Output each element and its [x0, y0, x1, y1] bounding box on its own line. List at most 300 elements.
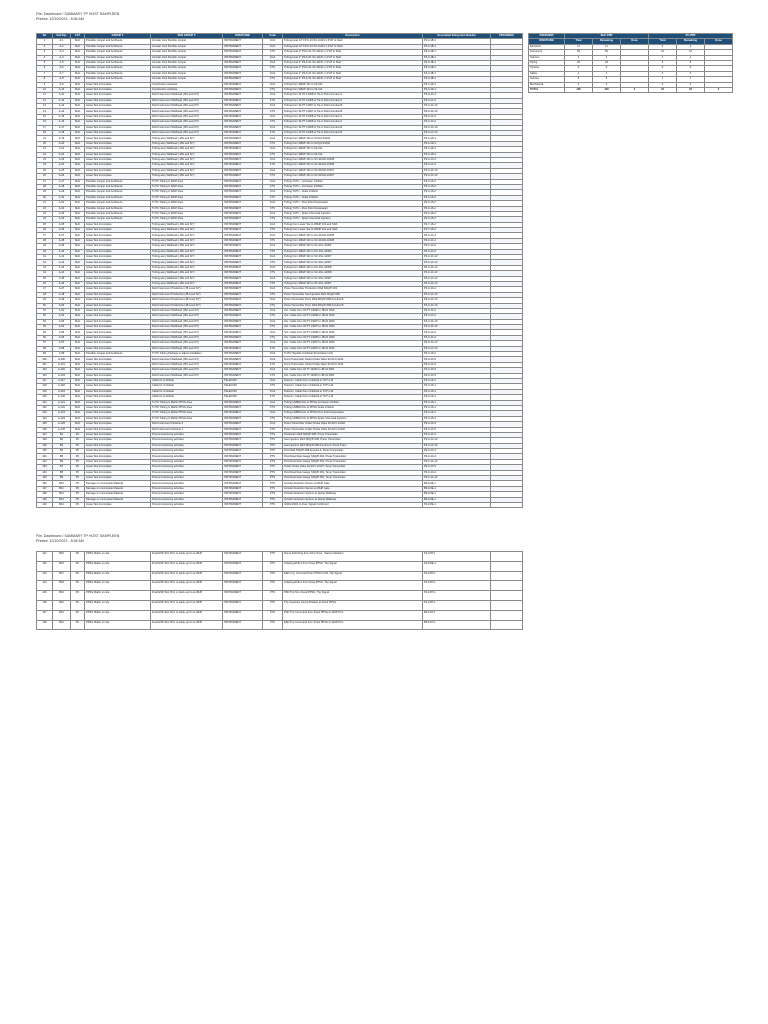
table-cell: Tubing UMBILICAL to PPSG Scale Inhibitor	[283, 405, 423, 410]
table-cell: INSTRUMENT	[223, 50, 263, 55]
summary-table	[528, 33, 733, 93]
table-cell: FTS	[263, 271, 283, 276]
table-cell: PC	[71, 502, 85, 507]
table-cell: INSTRUMENT	[223, 71, 263, 76]
table-cell: FTS	[263, 405, 283, 410]
table-cell: P3-3-1C-5	[423, 368, 491, 373]
table-cell: A-22	[53, 152, 71, 157]
table-cell	[491, 552, 523, 562]
table-cell: 120	[37, 395, 53, 400]
table-cell: PC	[71, 620, 85, 630]
table-cell: Precommissioning activities	[151, 486, 223, 491]
table-cell: P3-4-1D-1	[423, 152, 491, 157]
table-cell: SHC	[71, 292, 85, 297]
table-cell: P3-3-1C-2	[423, 454, 491, 459]
table-cell: A-31	[53, 201, 71, 206]
table-cell: Prod Downhole Gauge SDQ/P-001, Press Transmitter	[283, 454, 423, 459]
table-cell: TUTU Tubing in WHP Area	[151, 184, 223, 189]
table-cell: P3-3-1C-13	[423, 260, 491, 265]
table-cell: SHC	[71, 368, 85, 373]
table-cell: Final ESD Test Prior to Hook-up Fo at WHP	[151, 620, 223, 630]
table-cell: P2-7-1S-2	[423, 222, 491, 227]
table-cell: SHC	[71, 422, 85, 427]
table-cell: INSTRUMENT	[223, 217, 263, 222]
table-cell: SHC	[71, 276, 85, 281]
table-cell: 43	[37, 265, 53, 270]
table-cell: P3-3-1B-1	[423, 44, 491, 49]
table-cell: INSTRUMENT	[223, 341, 263, 346]
table-cell: INSTRUMENT	[223, 357, 263, 362]
table-cell: Tubing TUTU - Corrosion Inhibitor	[283, 184, 423, 189]
table-cell: Initiating ESD-2 from Fixed PPSG, Trip Signal	[283, 581, 423, 591]
table-cell: P3-3-1C-2	[423, 157, 491, 162]
table-cell: A-24	[53, 163, 71, 168]
table-cell: PTS	[263, 561, 283, 571]
table-cell: Annular Joint Flexible Jumper	[151, 39, 223, 44]
table-cell: PPSG Marlin on site	[85, 620, 151, 630]
summary-value: 0	[677, 44, 705, 49]
table-cell: INSTRUMENT	[223, 298, 263, 303]
table-cell: B3	[53, 443, 71, 448]
table-cell: Areas Test Incomplete	[85, 476, 151, 481]
table-cell: B9-9-6E-1	[423, 481, 491, 486]
table-cell: CCA	[263, 55, 283, 60]
table-cell: SHC	[71, 77, 85, 82]
table-cell: Tubing from 3/8HP 101 to SC-01002-10008	[283, 163, 423, 168]
table-cell: INSTRUMENT	[223, 82, 263, 87]
table-cell: 146	[37, 600, 53, 610]
table-cell: Final ESD Test Prior to Hook-up Fo at WHP	[151, 571, 223, 581]
table-cell: 117	[37, 379, 53, 384]
table-cell: P3-4-1D-1	[423, 82, 491, 87]
table-cell: CCA	[263, 352, 283, 357]
table-cell: A-16	[53, 120, 71, 125]
table-cell: CCA	[263, 114, 283, 119]
table-cell: A-117	[53, 379, 71, 384]
table-cell: 136	[37, 481, 53, 486]
table-cell: P3-3-1C-2	[423, 114, 491, 119]
table-cell: Tubing from 3/8HP 101 to 02-012	[283, 82, 423, 87]
table-cell: Areas Test Incomplete	[85, 260, 151, 265]
table-cell: SHC	[71, 346, 85, 351]
table-cell: SHC	[71, 308, 85, 313]
table-cell: Possible Jumper and Antifreeze	[85, 190, 151, 195]
table-cell: SHC	[71, 201, 85, 206]
table-cell: Inst. Cable from 32 PT 14008 to JB-01 0001	[283, 330, 423, 335]
table-cell: INSTRUMENT	[223, 131, 263, 136]
table-cell: 39	[37, 244, 53, 249]
summary-total-value: 0	[705, 87, 733, 92]
table-cell: INSTRUMENT	[223, 438, 263, 443]
table-cell: CCA	[263, 287, 283, 292]
table-cell: Possible Jumper and Antifreeze	[85, 184, 151, 189]
table-cell: 141	[37, 552, 53, 562]
table-cell: Tubing from 3/8HP 101 to SC/QJ-01002	[283, 141, 423, 146]
table-cell: Final ESD Test Prior to Hook-up Fo at WHP	[151, 561, 223, 571]
table-cell: PTS	[263, 486, 283, 491]
table-cell: Prod Downhole Gauge SDQ/P-001, Temp Transmitter	[283, 476, 423, 481]
table-cell: CCA	[263, 422, 283, 427]
table-cell: FTS	[263, 314, 283, 319]
table-cell: A-126	[53, 427, 71, 432]
summary-value: 1	[677, 77, 705, 82]
table-cell: 144	[37, 581, 53, 591]
table-cell: A-34	[53, 217, 71, 222]
table-cell: TUTU Tubing in WHP Area	[151, 179, 223, 184]
table-cell: Temp Transmitter Outlet Choke Valve 32-SCV-1410	[283, 357, 423, 362]
table-cell: 56	[37, 335, 53, 340]
table-cell: Inst. Cable from 32 PT 14007 to JB-01 0001	[283, 325, 423, 330]
table-cell: Tubing assy Wellhead (-JBL and 6/7)	[151, 136, 223, 141]
table-cell: INSTRUMENT	[223, 476, 263, 481]
table-cell: P3-3-1C-13	[423, 303, 491, 308]
table-cell: CCA	[263, 168, 283, 173]
table-cell: INSTRUMENT	[223, 373, 263, 378]
table-cell: PC	[71, 481, 85, 486]
table-cell: Inst. Cable from 32 PT 14008 to JB-01 0001	[283, 335, 423, 340]
table-cell: TELECOM	[223, 384, 263, 389]
table-cell: CCA	[263, 125, 283, 130]
table-cell: PC	[71, 486, 85, 491]
table-cell: 47	[37, 287, 53, 292]
table-cell: A-43	[53, 265, 71, 270]
table-cell: Areas Test Incomplete	[85, 163, 151, 168]
table-cell: PTS	[263, 620, 283, 630]
table-cell: TUTU Tubing in Marlin PPSG Area	[151, 416, 223, 421]
table-cell: A-15	[53, 114, 71, 119]
table-cell: A-18	[53, 131, 71, 136]
table-cell: SHC	[71, 131, 85, 136]
table-cell: PPSG Marlin on site	[85, 591, 151, 601]
table-cell: Inst. Cable from 32 PT 14007 to JB-01 0001	[283, 346, 423, 351]
table-cell: A-32	[53, 206, 71, 211]
table-cell: A-59	[53, 352, 71, 357]
table-cell: 36	[37, 228, 53, 233]
table-cell: Damage or uncomplete Material	[85, 486, 151, 491]
table-cell: Field Instrument Flowline 4	[151, 422, 223, 427]
table-cell: P3-3-1S-1	[423, 405, 491, 410]
table-cell: Final ESD Test Prior to Hook-up Fo at WHP	[151, 600, 223, 610]
table-cell: INSTRUMENT	[223, 368, 263, 373]
table-cell: INSTRUMENT	[223, 497, 263, 502]
table-cell: Tubing assy Wellhead (-JBL and 6/7)	[151, 238, 223, 243]
table-cell: Precommissioning activities	[151, 470, 223, 475]
table-cell: Tubing UMBILICAL to PPSG Corrosion Inhibitor	[283, 400, 423, 405]
table-cell: CCA	[263, 211, 283, 216]
table-cell: PTS	[263, 552, 283, 562]
table-cell: SHC	[71, 190, 85, 195]
table-cell: Annular Joint Flexible Jumper	[151, 55, 223, 60]
table-cell: INSTRUMENT	[223, 260, 263, 265]
table-cell: Initiating ESD-1 from Fixed PPSG, Trip Signal	[283, 561, 423, 571]
table-cell: B15	[53, 552, 71, 562]
table-cell: SHC	[71, 109, 85, 114]
table-cell: Areas Test Incomplete	[85, 141, 151, 146]
summary-discipline: Safety	[529, 71, 565, 76]
table-cell: CCA	[263, 44, 283, 49]
summary-discipline: Instrument	[529, 50, 565, 55]
table-cell: 34	[37, 217, 53, 222]
table-cell: P3-3-1C-2	[423, 449, 491, 454]
table-cell: P3-3-1S-2	[423, 179, 491, 184]
table-cell: PC	[71, 610, 85, 620]
table-cell: P3-3-1C-2	[423, 98, 491, 103]
table-cell: 57	[37, 341, 53, 346]
table-cell: Field Instrument Wellhead (JB Level 6/7)	[151, 362, 223, 367]
table-cell: PTS	[263, 600, 283, 610]
table-cell: INSTRUMENT	[223, 303, 263, 308]
table-cell: SHC	[71, 335, 85, 340]
table-cell: Precommissioning activities	[151, 476, 223, 481]
table-cell: INSTRUMENT	[223, 610, 263, 620]
table-cell: A-23	[53, 157, 71, 162]
table-cell: SHC	[71, 405, 85, 410]
table-cell: A-20	[53, 141, 71, 146]
table-cell: FTS	[263, 260, 283, 265]
table-cell: A-11	[53, 93, 71, 98]
table-cell: INSTRUMENT	[223, 432, 263, 437]
table-row	[37, 591, 523, 601]
summary-discipline: Telecom	[529, 55, 565, 60]
table-cell: ESD-1 by Command from PPSG CCR, Trip Signal	[283, 571, 423, 581]
table-cell: CCA	[263, 368, 283, 373]
table-cell: P3-3-1S-2	[423, 190, 491, 195]
table-cell: A-40	[53, 249, 71, 254]
table-cell: Field Instrument Production (JB Level 6/7)	[151, 303, 223, 308]
table-cell: A-123	[53, 411, 71, 416]
table-cell: Tubing assy Wellhead (-JBL and 6/7)	[151, 174, 223, 179]
table-cell: FTS	[263, 325, 283, 330]
table-cell: Tubing assy Wellhead (-JBL and 6/7)	[151, 152, 223, 157]
table-cell: Tubing assy Wellhead (-JBL and 6/7)	[151, 163, 223, 168]
table-cell: INSTRUMENT	[223, 233, 263, 238]
summary-total-row	[529, 87, 733, 92]
table-cell: Areas Test Incomplete	[85, 422, 151, 427]
table-cell	[491, 571, 523, 581]
table-cell: INSTRUMENT	[223, 120, 263, 125]
table-cell: P3-3-1S-1	[423, 389, 491, 394]
table-cell: 30	[37, 195, 53, 200]
table-cell: 38	[37, 238, 53, 243]
table-cell: 139	[37, 497, 53, 502]
column-header: Description	[283, 34, 423, 39]
table-cell: A-3	[53, 50, 71, 55]
table-cell: Tubing from 3/8HP 101 to SC-01002-10008	[283, 238, 423, 243]
table-cell: INSTRUMENT	[223, 449, 263, 454]
table-cell: Field Instrument Wellhead (JB Level 6/7)	[151, 357, 223, 362]
table-cell: SHC	[71, 98, 85, 103]
table-cell: 3	[37, 50, 53, 55]
table-cell: Areas Test Incomplete	[85, 255, 151, 260]
table-cell: P3-3-1S-2	[423, 211, 491, 216]
table-cell: 101	[37, 362, 53, 367]
table-cell	[491, 581, 523, 591]
summary-subheader: Total	[565, 39, 593, 44]
table-cell: A-5	[53, 60, 71, 65]
table-cell: INSTRUMENT	[223, 244, 263, 249]
table-cell: TUTU Tubing in Marlin PPSG Area	[151, 400, 223, 405]
summary-value: 0	[565, 66, 593, 71]
table-cell: FTS	[263, 77, 283, 82]
summary-discipline: Mechanical	[529, 82, 565, 87]
table-cell: P3-3-1C-5	[423, 422, 491, 427]
table-cell: Areas Test Incomplete	[85, 443, 151, 448]
table-cell: INSTRUMENT	[223, 411, 263, 416]
table-cell: Possible Jumper and Antifreeze	[85, 77, 151, 82]
table-cell: P3-3-1C-13	[423, 131, 491, 136]
table-cell: CCA	[263, 411, 283, 416]
table-cell: P3-3-1C-2	[423, 287, 491, 292]
table-cell: Press Transmitter Outlet Choke Valve 32-SCV-14140	[283, 422, 423, 427]
table-cell: 46	[37, 281, 53, 286]
table-cell: INSTRUMENT	[223, 308, 263, 313]
table-cell: 145	[37, 591, 53, 601]
table-cell: 40	[37, 249, 53, 254]
table-cell: P3-9-8T-1	[423, 581, 491, 591]
summary-discipline: Subsea	[529, 77, 565, 82]
table-cell: 133	[37, 465, 53, 470]
table-cell: SHC	[71, 400, 85, 405]
table-cell: Press Transmitter Gas Injection Well 1DQ/P-008	[283, 292, 423, 297]
table-cell: PC	[71, 497, 85, 502]
table-cell: Precommissioning activities	[151, 438, 223, 443]
table-cell: INSTRUMENT	[223, 335, 263, 340]
table-cell: TELECOM	[223, 379, 263, 384]
table-cell: Annular Joint Flexible Jumper	[151, 50, 223, 55]
table-cell: A-19	[53, 136, 71, 141]
table-cell: 143	[37, 571, 53, 581]
table-cell: Tubing assy Wellhead (-JBL and 6/7)	[151, 228, 223, 233]
table-cell: P3-3-1B-1	[423, 77, 491, 82]
table-cell: 44	[37, 271, 53, 276]
table-cell: 54	[37, 325, 53, 330]
table-cell: INSTRUMENT	[223, 319, 263, 324]
table-cell: B12	[53, 492, 71, 497]
table-cell: 121	[37, 400, 53, 405]
table-cell: PC	[71, 492, 85, 497]
table-cell: PTS	[263, 438, 283, 443]
table-cell: B6	[53, 459, 71, 464]
table-cell: Areas Test Incomplete	[85, 222, 151, 227]
table-cell: INSTRUMENT	[223, 125, 263, 130]
table-cell: A-102	[53, 368, 71, 373]
table-cell: Areas Test Incomplete	[85, 131, 151, 136]
table-cell: Tubing assy Wellhead (-JBL and 6/7)	[151, 260, 223, 265]
table-cell: P3-3-1C-13	[423, 459, 491, 464]
table-cell: INSTRUMENT	[223, 330, 263, 335]
table-cell: TUTU Tubing in Marlin PPSG Area	[151, 405, 223, 410]
table-cell: Cable for Umbilical	[151, 384, 223, 389]
table-row	[37, 571, 523, 581]
table-cell: 125	[37, 422, 53, 427]
table-cell: PSD Trip Command from Fixed PPSG to WHP PLC	[283, 610, 423, 620]
table-cell: TUTU Tubing in WHP Area	[151, 211, 223, 216]
table-cell: SHC	[71, 104, 85, 109]
table-cell: A-37	[53, 233, 71, 238]
table-cell: P3-3-1C-13	[423, 438, 491, 443]
table-cell: INSTRUMENT	[223, 620, 263, 630]
table-cell: SHC	[71, 195, 85, 200]
table-cell: SHC	[71, 287, 85, 292]
table-cell: Possible Jumper and Antifreeze	[85, 50, 151, 55]
table-cell: 142	[37, 561, 53, 571]
table-cell: Areas Test Incomplete	[85, 357, 151, 362]
table-cell: Tubing Heat 4" PS-F-01 SC-11101 1.3"HT to Start	[283, 60, 423, 65]
table-cell: 119	[37, 389, 53, 394]
table-cell: INSTRUMENT	[223, 314, 263, 319]
summary-subheader: Total	[649, 39, 677, 44]
table-cell: FTS	[263, 395, 283, 400]
table-cell: A-49	[53, 298, 71, 303]
table-cell: A-38	[53, 238, 71, 243]
table-cell: Tubing from 3/8HP 101 to SC-4SL-10007	[283, 260, 423, 265]
summary-subheader: Remaining	[677, 39, 705, 44]
table-cell: 51	[37, 308, 53, 313]
table-cell: Construction activities	[151, 82, 223, 87]
table-cell: B10	[53, 481, 71, 486]
table-cell: PTS	[263, 481, 283, 486]
table-cell: A-9	[53, 82, 71, 87]
table-cell: Possible Jumper and Antifreeze	[85, 179, 151, 184]
table-cell: CCA	[263, 39, 283, 44]
table-cell: 9	[37, 82, 53, 87]
table-cell: Areas Test Incomplete	[85, 287, 151, 292]
table-cell: A-124	[53, 416, 71, 421]
table-cell: 45	[37, 276, 53, 281]
column-header: No	[37, 34, 53, 39]
table-cell: B9-9-6E-1	[423, 492, 491, 497]
table-cell: Intruder Detection Sensor at WHP Gate	[283, 486, 423, 491]
summary-value: 1	[649, 77, 677, 82]
table-cell: PSD Trip from Fixed PPSG, Trip Signal	[283, 591, 423, 601]
table-cell: 138	[37, 492, 53, 497]
table-cell: Tubing from 32 PT 14008 to Tie-in Point Annulus B	[283, 125, 423, 130]
table-cell: INSTRUMENT	[223, 109, 263, 114]
table-cell: PC	[71, 443, 85, 448]
table-cell: INSTRUMENT	[223, 141, 263, 146]
column-header: PROGRESS	[491, 34, 523, 39]
table-cell: FTS	[263, 346, 283, 351]
table-cell: P3-3-1B-1	[423, 55, 491, 60]
table-cell: Areas Test Incomplete	[85, 93, 151, 98]
table-cell: Tubing Heat 4" PS-F-01 SC-11101 1.3"HT to Start	[283, 71, 423, 76]
table-cell: Tubing assy Wellhead (-JBL and 6/7)	[151, 265, 223, 270]
table-cell: A-100	[53, 357, 71, 362]
table-cell: Inst. Cable from 32 PT 14007 to JB-01 0001	[283, 319, 423, 324]
table-cell: Areas Test Incomplete	[85, 152, 151, 157]
summary-value: 4	[593, 55, 621, 60]
table-cell: Areas Test Incomplete	[85, 325, 151, 330]
table-cell: Field Instrument Wellhead (JB Level 6/7)	[151, 335, 223, 340]
file-line-2: File: Dashboard / SAMMARY TP HOST SAMPLEEN	[36, 534, 120, 538]
table-cell: PC	[71, 552, 85, 562]
table-cell: 134	[37, 470, 53, 475]
table-cell: P3-3-1C-13	[423, 276, 491, 281]
table-cell: A-120	[53, 395, 71, 400]
table-cell: Tubing from 3/8HP 101 to SC-01002-10007	[283, 174, 423, 179]
table-cell: CCA	[263, 179, 283, 184]
summary-total-value: 126	[593, 87, 621, 92]
table-cell: INSTRUMENT	[223, 502, 263, 507]
table-cell: 12	[37, 98, 53, 103]
table-cell: P3-3-1C-2	[423, 238, 491, 243]
table-cell: Final ESD Test Prior to Hook-up Fo at WHP	[151, 610, 223, 620]
table-cell: P3-9-8T-1	[423, 600, 491, 610]
table-cell: SHC	[71, 71, 85, 76]
table-cell: P3-3-1S-1	[423, 395, 491, 400]
table-cell: A-57	[53, 341, 71, 346]
table-cell: P3-3-1C-13	[423, 104, 491, 109]
